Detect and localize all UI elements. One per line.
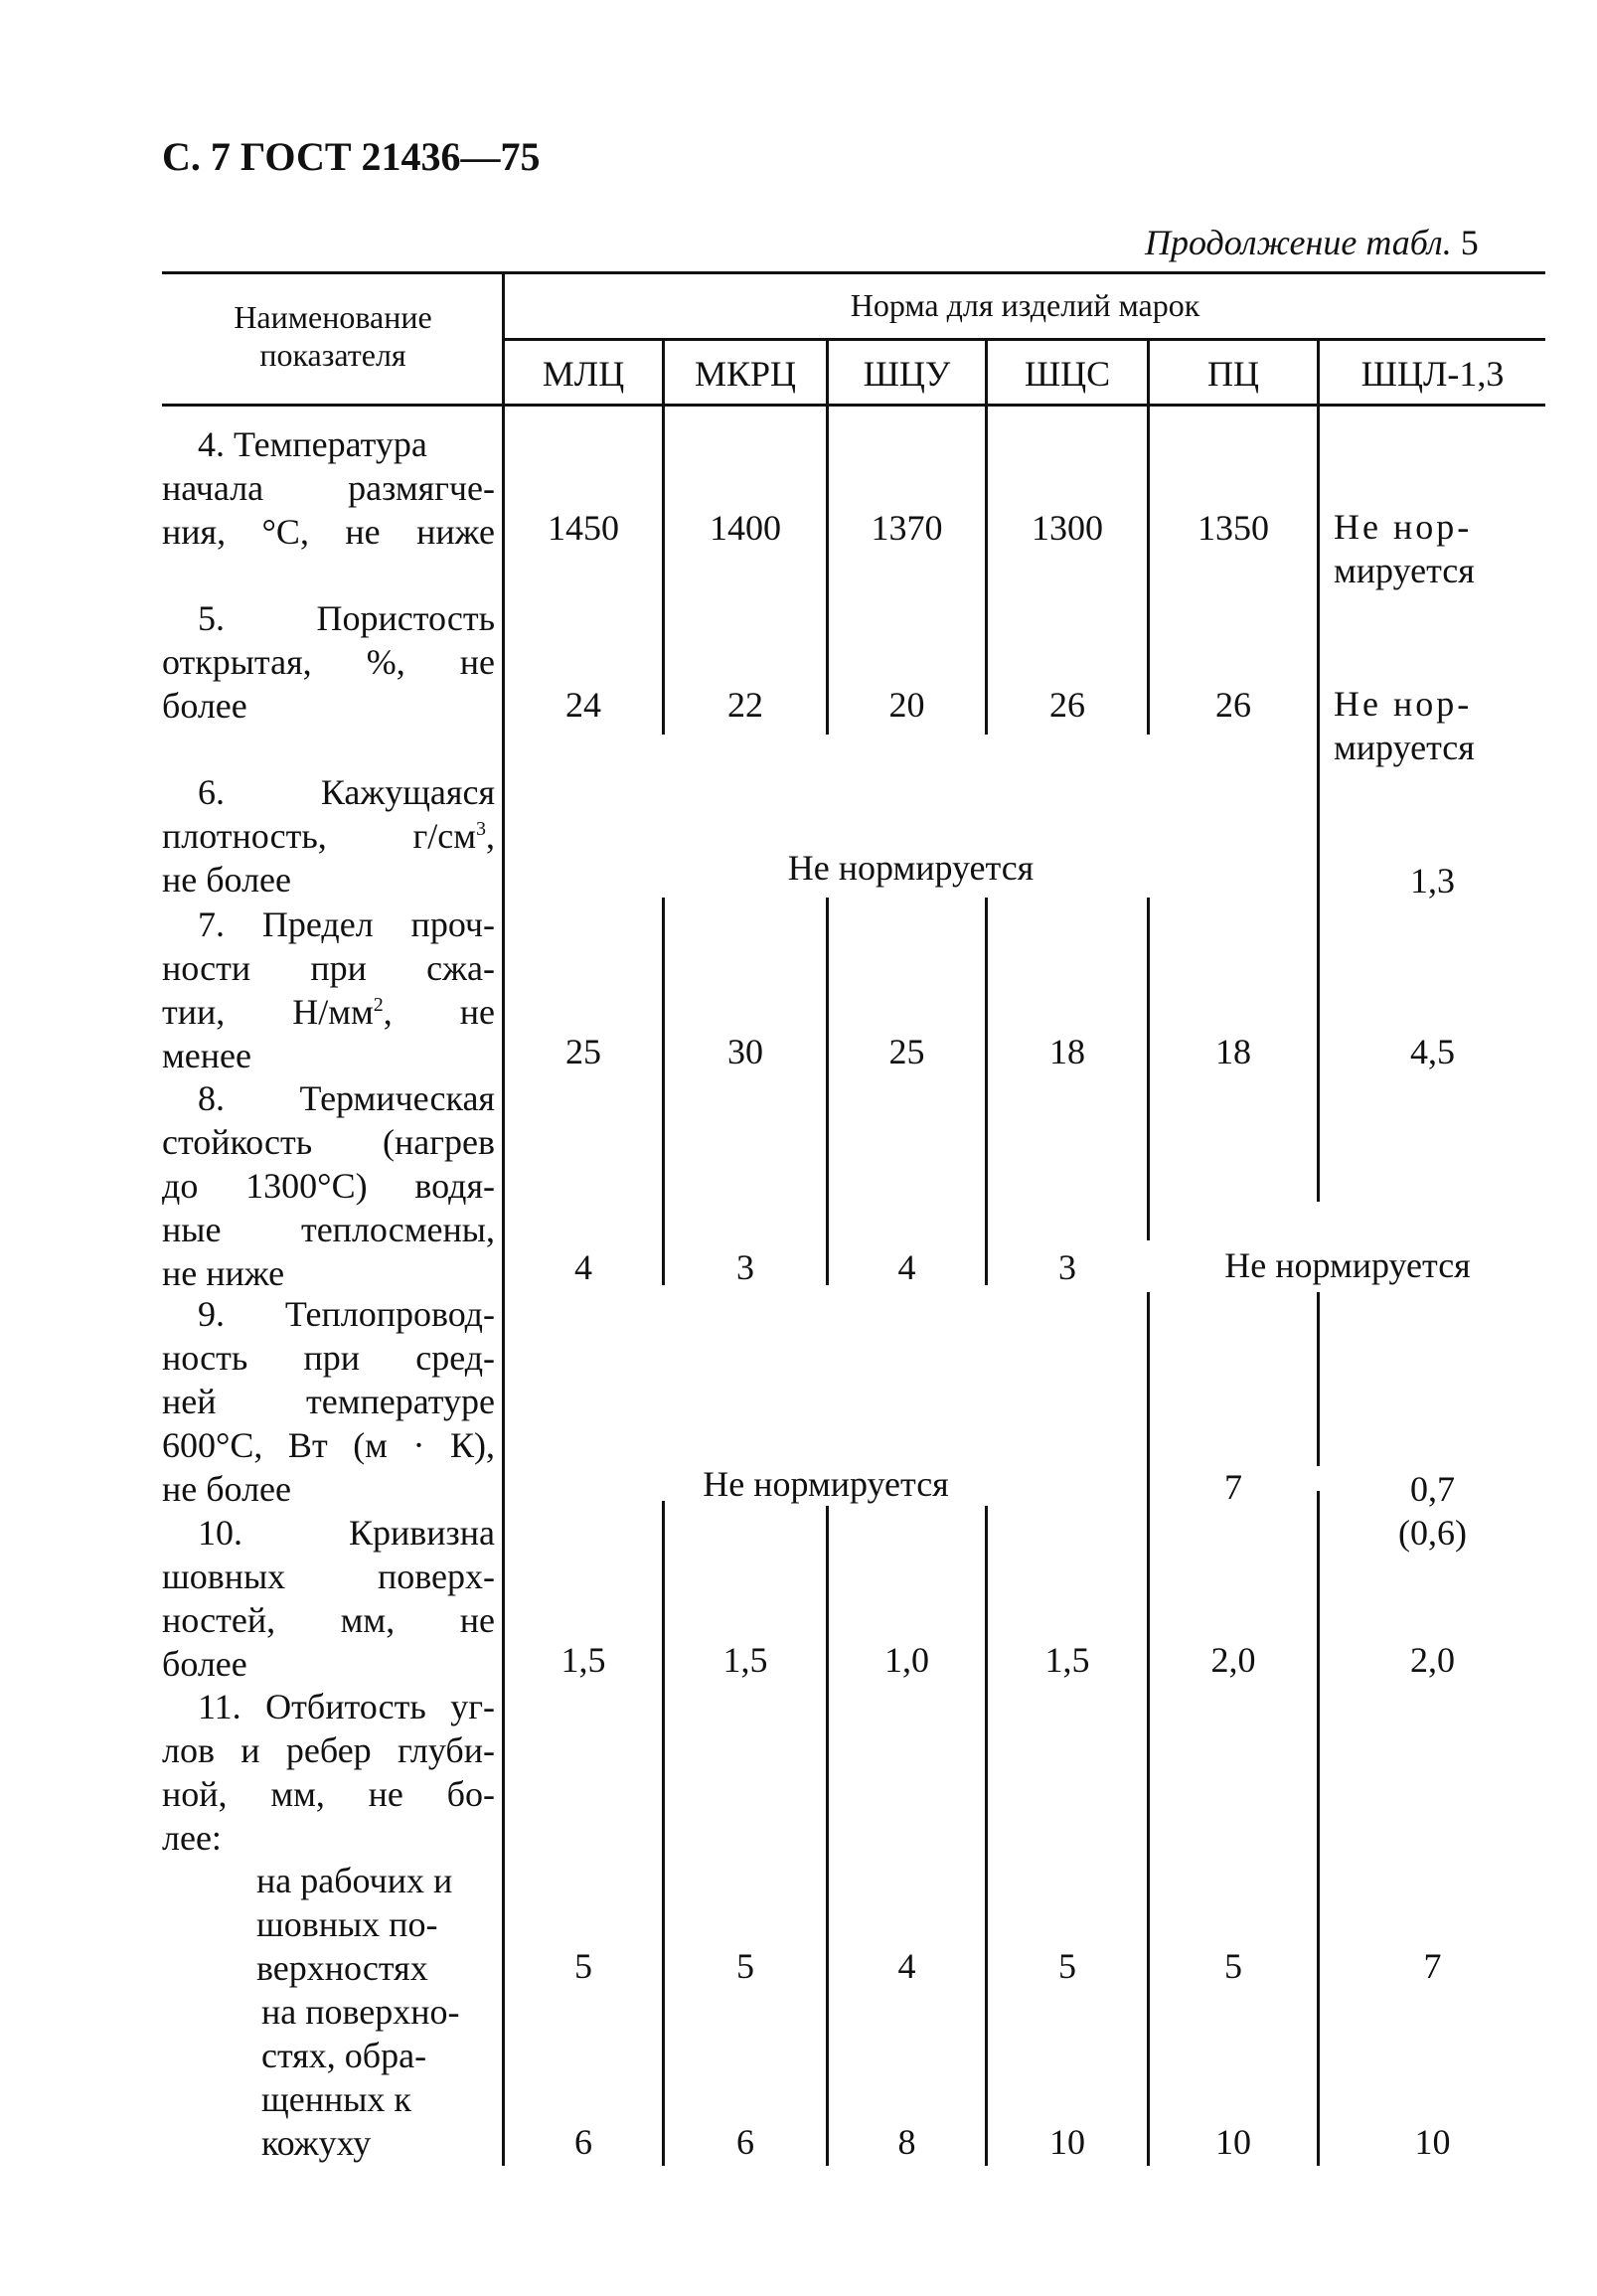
table-caption <box>1145 225 1479 260</box>
column-header: МЛЦ <box>542 354 625 394</box>
column-divider <box>1317 1491 1320 2166</box>
cell-value: 5 <box>1224 1946 1242 1986</box>
cell-value: 4 <box>897 1946 916 1986</box>
cell-value: 1370 <box>871 508 943 548</box>
cell-value: 8 <box>897 2122 916 2162</box>
cell-value: 10 <box>1215 2122 1251 2162</box>
cell-value-span: Не нормируется <box>703 1464 949 1504</box>
table-caption-text: Продолжение табл. <box>1145 223 1452 262</box>
cell-value: Не нор- мируется <box>1334 684 1475 767</box>
cell-value: 7 <box>1224 1467 1242 1507</box>
cell-value: 5 <box>1058 1946 1076 1986</box>
table-top-rule <box>162 271 1545 274</box>
cell-value-span: Не нормируется <box>787 848 1035 888</box>
column-divider <box>826 898 829 1285</box>
column-divider <box>662 407 665 735</box>
cell-value: 3 <box>1058 1247 1076 1287</box>
cell-value: 1450 <box>548 508 619 548</box>
cell-value: 18 <box>1049 1032 1085 1071</box>
cell-value: 1,5 <box>722 1640 768 1680</box>
cell-value: 6 <box>736 2122 754 2162</box>
row-label: 7. Предел проч- ности при сжа- тии, $Н/мм^2$, не менее <box>162 904 496 1075</box>
cell-value: 10 <box>1414 2122 1451 2162</box>
page-header: С. 7 ГОСТ 21436—75 <box>162 134 541 179</box>
cell-value: 26 <box>1215 685 1251 725</box>
column-divider <box>985 898 988 1285</box>
norm-header-rule <box>502 338 1545 341</box>
cell-value: 0,7 (0,6) <box>1398 1469 1467 1553</box>
table-header-bottom-rule <box>162 404 1545 407</box>
row-label: 11. Отбитость уг- лов и ребер глуби- ной, мм, не бо- лее: <box>162 1687 495 1858</box>
table-caption-number: 5 <box>1460 223 1479 262</box>
column-divider <box>1317 407 1320 1202</box>
column-divider <box>985 407 988 735</box>
cell-value: 1,3 <box>1410 861 1455 901</box>
cell-value: 6 <box>574 2122 592 2162</box>
cell-value: 1350 <box>1198 508 1269 548</box>
cell-value: 2,0 <box>1210 1640 1256 1680</box>
cell-value: 10 <box>1049 2122 1085 2162</box>
column-divider <box>662 1501 665 2166</box>
row-sublabel: на рабочих и шовных по- верхностях <box>256 1861 453 1988</box>
cell-value: 2,0 <box>1410 1640 1455 1680</box>
column-divider <box>662 898 665 1285</box>
header-norm: Норма для изделий марок <box>850 287 1200 323</box>
column-divider <box>1317 1292 1320 1466</box>
cell-value: 1,5 <box>1044 1640 1090 1680</box>
cell-value: 25 <box>888 1032 925 1071</box>
row-label: 9. Теплопровод- ность при сред- ней температуре 600°С, Вт (м · К), не более <box>162 1294 495 1509</box>
cell-value: Не нор- мируется <box>1334 507 1475 590</box>
column-divider <box>1147 407 1150 735</box>
column-divider <box>826 1506 829 2166</box>
cell-value: 4 <box>897 1247 916 1287</box>
cell-value: 30 <box>727 1032 763 1071</box>
cell-value: 1300 <box>1032 508 1103 548</box>
column-header: ШЦС <box>1024 354 1111 394</box>
cell-value: 3 <box>736 1247 754 1287</box>
cell-value: 22 <box>727 685 763 725</box>
cell-value-span: Не нормируется <box>1224 1245 1471 1285</box>
row-label: 6. Кажущаяся плотность, $г/см^3$, не более <box>162 772 495 900</box>
column-divider <box>985 1506 988 2166</box>
cell-value: 18 <box>1215 1032 1251 1071</box>
cell-value: 1400 <box>710 508 781 548</box>
cell-value: 1,0 <box>884 1640 929 1680</box>
row-label: 10. Кривизна шовных поверх- ностей, мм, не более <box>162 1513 495 1684</box>
cell-value: 24 <box>565 685 601 725</box>
cell-value: 4 <box>574 1247 592 1287</box>
row-sublabel: на поверхно- стях, обра- щенных к кожуху <box>261 1992 460 2163</box>
cell-value: 1,5 <box>560 1640 606 1680</box>
column-divider <box>1147 1292 1150 2166</box>
row-label: 4. Температура начала размягче- ния, °С, не ниже <box>162 424 495 552</box>
row-label: 8. Термическая стойкость (нагрев до 1300°С) водя- ные теплосмены, не ниже <box>162 1078 495 1293</box>
row-label: 5. Пористость открытая, %, не более <box>162 598 495 726</box>
column-header: ПЦ <box>1207 354 1259 394</box>
header-name: Наименование показателя <box>234 299 432 373</box>
cell-value: 5 <box>574 1946 592 1986</box>
column-header: ШЦЛ-1,3 <box>1360 354 1505 394</box>
cell-value: 20 <box>888 685 925 725</box>
column-header: ШЦУ <box>863 354 951 394</box>
cell-value: 5 <box>736 1946 754 1986</box>
cell-value: 26 <box>1049 685 1085 725</box>
cell-value: 25 <box>565 1032 601 1071</box>
cell-value: 7 <box>1423 1946 1442 1986</box>
column-divider <box>826 407 829 735</box>
column-header: МКРЦ <box>694 354 797 394</box>
cell-value: 4,5 <box>1410 1032 1455 1071</box>
